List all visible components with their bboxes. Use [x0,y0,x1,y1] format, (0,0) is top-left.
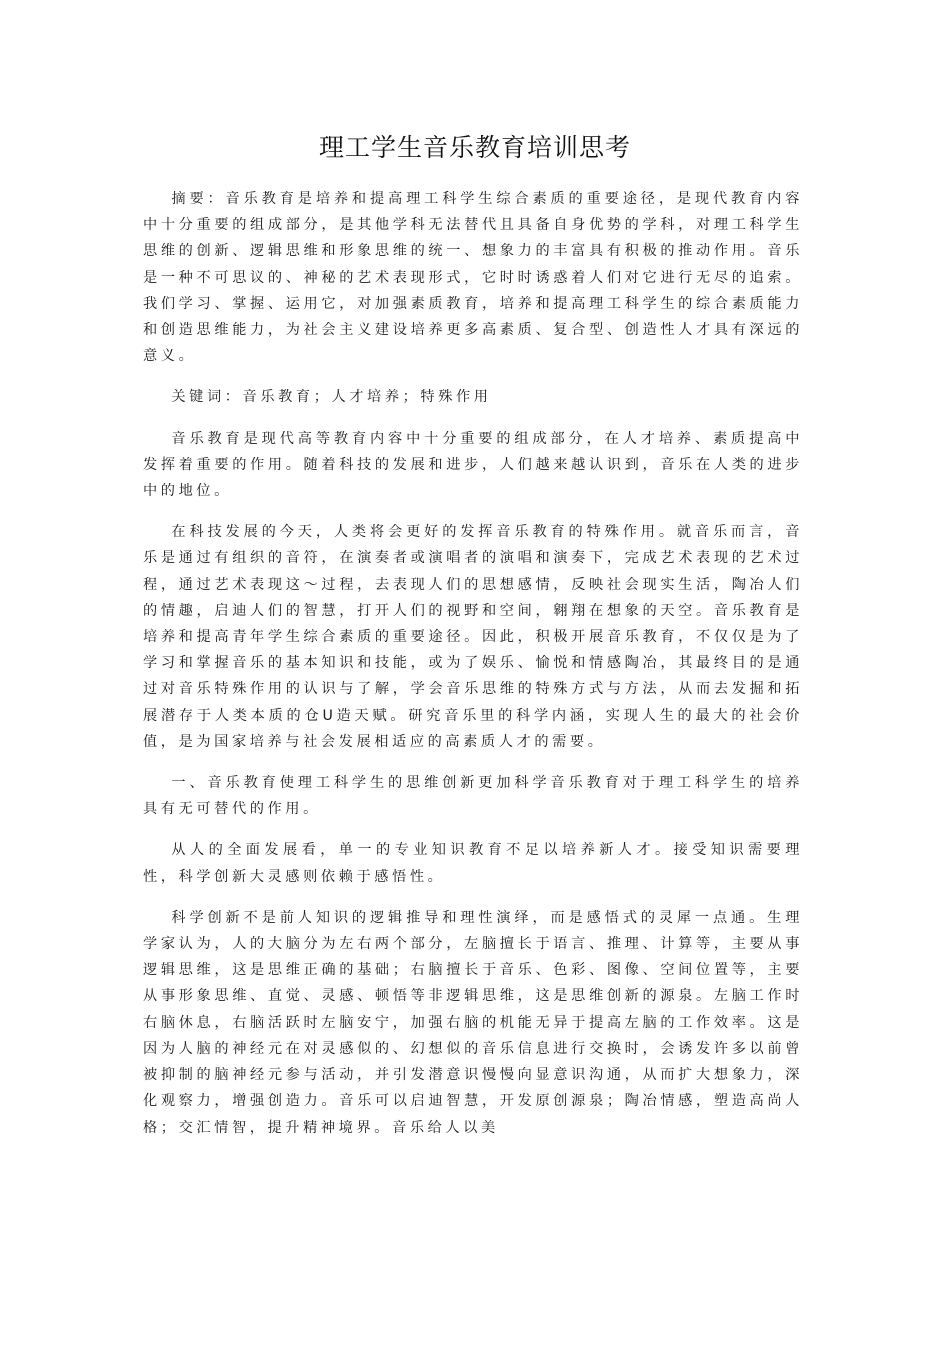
document-body [143,186,803,1156]
body-paragraph: 从人的全面发展看，单一的专业知识教育不足以培养新人才。接受知识需要理性，科学创新大灵感则依赖于感悟性。 [143,842,803,885]
keywords-line: 关键词：音乐教育；人才培养；特殊作用 [171,389,492,406]
abstract-paragraph: 摘要：音乐教育是培养和提高理工科学生综合素质的重要途径，是现代教育内容中十分重要的组成部分，是其他学科无法替代且具备自身优势的学科，对理工科学生思维的创新、逻辑思维和形象思维的统一、想象力的丰富具有积极的推动作用。音乐是一种不可思议的、神秘的艺术表现形式，它时时诱惑着人们对它进行无尽的追索。我们学习、掌握、运用它，对加强素质教育，培养和提高理工科学生的综合素质能力和创造思维能力，为社会主义建设培养更多高素质、复合型、创造性人才具有深远的意义。 [143,191,803,365]
document-title: 理工学生音乐教育培训思考 [318,133,631,162]
section-heading-paragraph: 一、音乐教育使理工科学生的思维创新更加科学音乐教育对于理工科学生的培养具有无可替代的作用。 [143,775,803,818]
body-paragraph: 在科技发展的今天，人类将会更好的发挥音乐教育的特殊作用。就音乐而言，音乐是通过有组织的音符，在演奏者或演唱者的演唱和演奏下，完成艺术表现的艺术过程，通过艺术表现这～过程，去表现人们的思想感情，反映社会现实生活，陶冶人们的情趣，启迪人们的智慧，打开人们的视野和空间，翱翔在想象的天空。音乐教育是培养和提高青年学生综合素质的重要途径。因此，积极开展音乐教育，不仅仅是为了学习和掌握音乐的基本知识和技能，或为了娱乐、愉悦和情感陶冶，其最终目的是通过对音乐特殊作用的认识与了解，学会音乐思维的特殊方式与方法，从而去发掘和拓展潜存于人类本质的仓U造天赋。研究音乐里的科学内涵，实现人生的最大的社会价值，是为国家培养与社会发展相适应的高素质人才的需要。 [143,524,803,750]
body-paragraph: 科学创新不是前人知识的逻辑推导和理性演绎，而是感悟式的灵犀一点通。生理学家认为，人的大脑分为左右两个部分，左脑擅长于语言、推理、计算等，主要从事逻辑思维，这是思维正确的基础；右脑擅长于音乐、色彩、图像、空间位置等，主要从事形象思维、直觉、灵感、顿悟等非逻辑思维，这是思维创新的源泉。左脑工作时右脑休息，右脑活跃时左脑安宁，加强右脑的机能无异于提高左脑的工作效率。这是因为人脑的神经元在对灵感似的、幻想似的音乐信息进行交换时，会诱发许多以前曾被抑制的脑神经元参与活动，并引发潜意识慢慢向显意识沟通，从而扩大想象力，深化观察力，增强创造力。音乐可以启迪智慧，开发原创源泉；陶冶情感，塑造高尚人格；交汇情智，提升精神境界。音乐给人以美 [143,909,803,1136]
body-paragraph: 音乐教育是现代高等教育内容中十分重要的组成部分，在人才培养、素质提高中发挥着重要的作用。随着科技的发展和进步，人们越来越认识到，音乐在人类的进步中的地位。 [143,430,803,500]
